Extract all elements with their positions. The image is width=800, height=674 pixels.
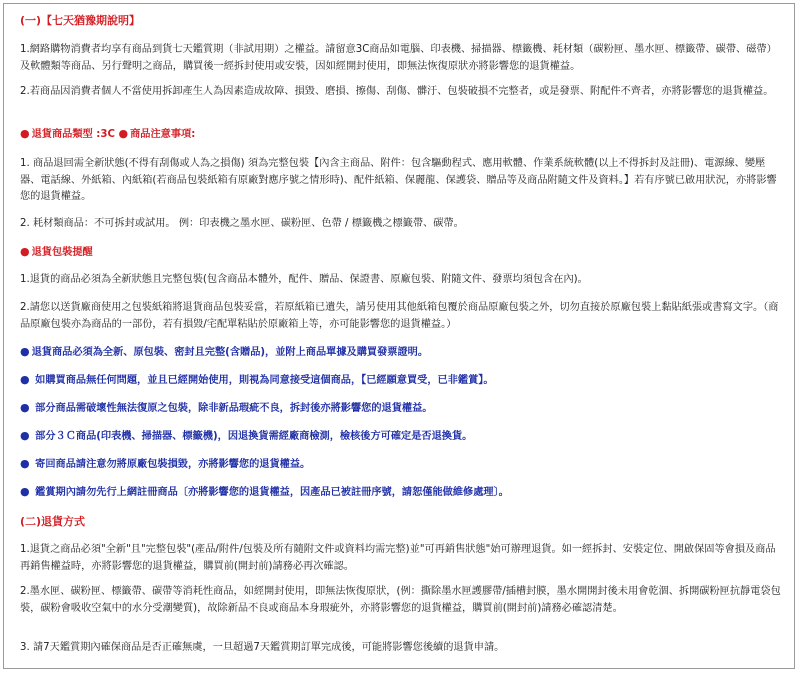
section1-paragraph-2: 2.若商品因消費者個人不當使用拆卸產生人為因素造成故障、損毀、磨損、擦傷、刮傷、髒汙、包裝破損不完整者，或是發票、附配件不齊者，亦將影響您的退貨權益。	[20, 86, 774, 97]
red-bullet-icon: ●	[118, 127, 129, 140]
blue-bullet-icon: ●	[20, 373, 30, 386]
red-bullet-icon: ●	[20, 245, 30, 258]
blue-bullet-icon: ●	[20, 345, 30, 358]
types-header	[20, 126, 782, 143]
blue-bullet-icon: ●	[20, 485, 30, 498]
notice-item	[20, 428, 782, 445]
notice-text: 退貨商品必須為全新、原包裝、密封且完整(含贈品)，並附上商品單據及購買發票證明。	[31, 347, 429, 358]
section2-title: (二)退貨方式	[20, 515, 86, 528]
notice-item	[20, 372, 782, 389]
return-policy-panel	[3, 3, 795, 669]
section2-paragraph-2: 2.墨水匣、碳粉匣、標籤帶、碳帶等消耗性商品，如經開封使用，即無法恢復原狀，(例：撕除墨水匣護膠帶/插槽封膜，墨水開開封後未用會乾涸、拆開碳粉匣抗靜電袋包裝，碳粉會吸收空氣中的水分受潮變質)，故除新品不良或商品本身瑕疵外，亦將影響您的退貨權益，購買前(開封前)請務必確認清楚。	[20, 586, 781, 614]
notice-item	[20, 344, 782, 361]
blue-bullet-icon: ●	[20, 401, 30, 414]
types-paragraph-2: 2. 耗材類商品：不可拆封或試用。 例：印表機之墨水匣、碳粉匣、色帶 / 標籤機之標籤帶、碳帶。	[20, 218, 464, 229]
packing-paragraph-1: 1.退貨的商品必須為全新狀態且完整包裝(包含商品本體外，配件、贈品、保證書、原廠包裝、附隨文件、發票均須包含在內)。	[20, 274, 588, 285]
section2-paragraph-3: 3. 請7天鑑賞期內確保商品是否正確無虞，一旦超過7天鑑賞期訂單完成後，可能將影響您後續的退貨申請。	[20, 642, 505, 653]
packing-header-label: 退貨包裝提醒	[31, 247, 93, 258]
packing-paragraph-2: 2.請您以送貨廠商使用之包裝紙箱將退貨商品包裝妥當，若原紙箱已遺失，請另使用其他紙箱包覆於商品原廠包裝之外，切勿直接於原廠包裝上黏貼紙張或書寫文字。（商品原廠包裝亦為商品的一部份，若有損毀/宅配單粘貼於原廠箱上等，亦可能影響您的退貨權益。）	[20, 302, 779, 330]
red-bullet-icon: ●	[20, 127, 30, 140]
notice-text: 如購買商品無任何問題，並且已經開始使用，則視為同意接受這個商品，【已經願意買受，已非鑑賞】。	[31, 375, 494, 386]
blue-bullet-icon: ●	[20, 457, 30, 470]
section1-title: (一)【七天猶豫期說明】	[20, 14, 141, 27]
notice-item	[20, 456, 782, 473]
notice-item	[20, 484, 782, 501]
types-paragraph-1: 1. 商品退回需全新狀態(不得有刮傷或人為之損傷) 須為完整包裝【內含主商品、附件：包含驅動程式、應用軟體、作業系統軟體(以上不得拆封及註冊)、電源線、變壓器、電話線、外紙箱、內紙箱(若商品包裝紙箱有原廠對應序號之情形時)、配件紙箱、保麗龍、保護袋、贈品等及商品附隨文件及資料。】若有序號已啟用狀況，亦將影響您的退貨權益。	[20, 158, 777, 202]
notice-item	[20, 400, 782, 417]
blue-bullet-icon: ●	[20, 429, 30, 442]
types-header-label-2: 商品注意事項:	[130, 129, 196, 140]
packing-header	[20, 244, 782, 261]
notice-text: 部分３Ｃ商品(印表機、掃描器、標籤機)，因退換貨需經廠商檢測，檢核後方可確定是否退換貨。	[31, 431, 473, 442]
notice-text: 鑑賞期內請勿先行上網註冊商品〔亦將影響您的退貨權益，因產品已被註冊序號，請恕僅能做維修處理〕。	[31, 487, 509, 498]
notice-text: 部分商品需破壞性無法復原之包裝，除非新品瑕疵不良，拆封後亦將影響您的退貨權益。	[31, 403, 433, 414]
types-header-label-1: 退貨商品類型 :3C	[31, 129, 115, 140]
section2-paragraph-1: 1.退貨之商品必須"全新"且"完整包裝"(產品/附件/包裝及所有隨附文件或資料均需完整)並"可再銷售狀態"始可辦理退貨。如一經拆封、安裝定位、開啟保固等會損及商品再銷售權益時，亦將影響您的退貨權益，購買前(開封前)請務必再次確認。	[20, 544, 776, 572]
section1-paragraph-1: 1.網路購物消費者均享有商品到貨七天鑑賞期（非試用期）之權益。請留意3C商品如電腦、印表機、掃描器、標籤機、耗材類（碳粉匣、墨水匣、標籤帶、碳帶、磁帶）及軟體類等商品、另行聲明之商品，購買後一經拆封使用或安裝，因如經開封使用，即無法恢復原狀亦將影響您的退貨權益。	[20, 44, 777, 72]
notice-text: 寄回商品請注意勿將原廠包裝損毀，亦將影響您的退貨權益。	[31, 459, 311, 470]
